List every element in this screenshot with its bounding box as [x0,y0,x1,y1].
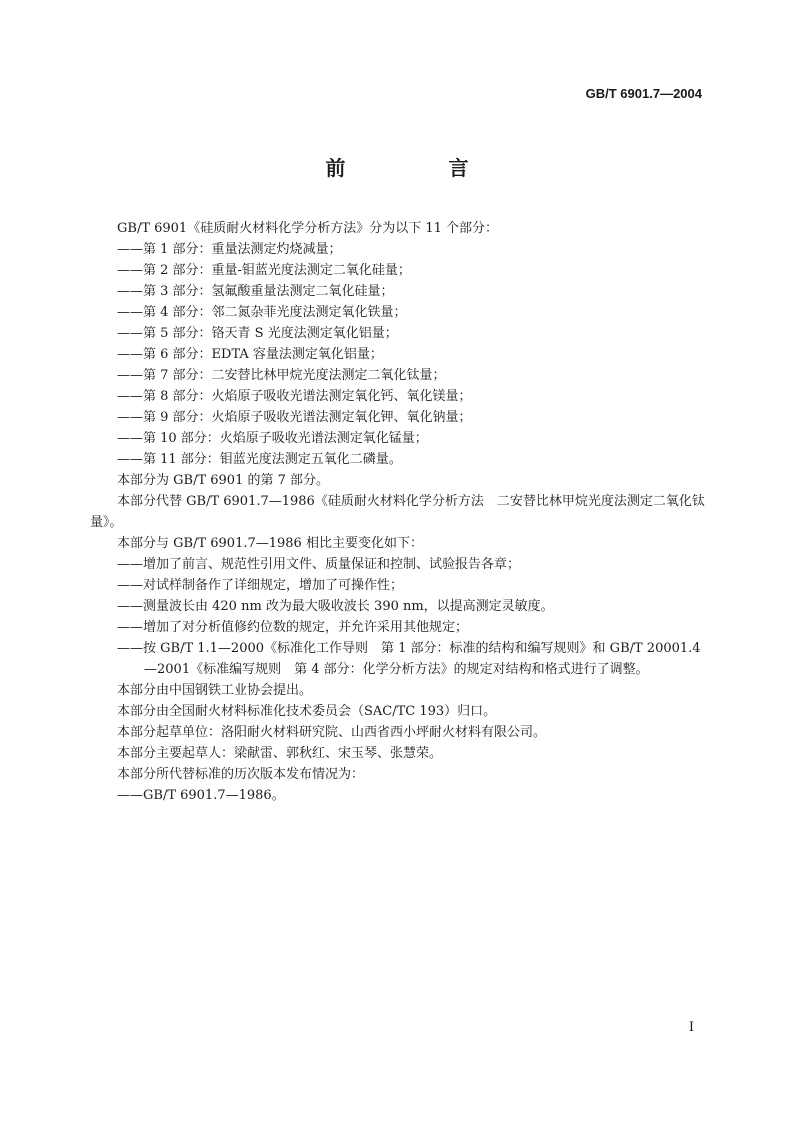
page-title: 前 言 [325,156,517,180]
list-item: ——第 4 部分：邻二氮杂菲光度法测定氧化铁量； [117,305,407,320]
list-item: ——第 11 部分：钼蓝光度法测定五氧化二磷量。 [117,452,402,467]
list-item: ——第 2 部分：重量-钼蓝光度法测定二氧化硅量； [117,263,411,278]
document-body [90,218,705,806]
drafters-paragraph: 本部分主要起草人：梁献雷、郭秋红、宋玉琴、张慧荣。 [117,746,443,761]
list-item: ——第 3 部分：氢氟酸重量法测定二氧化硅量； [117,284,394,299]
changes-intro-paragraph: 本部分与 GB/T 6901.7—1986 相比主要变化如下： [117,536,423,551]
list-item: ——GB/T 6901.7—1986。 [117,788,285,803]
list-item: ——第 7 部分：二安替比林甲烷光度法测定二氧化钛量； [117,368,446,383]
history-intro-paragraph: 本部分所代替标准的历次版本发布情况为： [117,767,365,782]
list-item: ——第 8 部分：火焰原子吸收光谱法测定氧化钙、氧化镁量； [117,389,472,404]
standard-code: GB/T 6901.7—2004 [585,86,702,101]
replacement-paragraph: 本部分代替 GB/T 6901.7—1986《硅质耐火材料化学分析方法 二安替比林甲烷光度法测定二氧化钛量》。 [90,494,705,530]
list-item: ——增加了前言、规范性引用文件、质量保证和控制、试验报告各章； [117,557,521,572]
list-item: ——测量波长由 420 nm 改为最大吸收波长 390 nm，以提高测定灵敏度。 [117,599,554,614]
part-number-paragraph: 本部分为 GB/T 6901 的第 7 部分。 [117,473,330,488]
list-item: ——增加了对分析值修约位数的规定，并允许采用其他规定； [117,620,469,635]
proposed-paragraph: 本部分由中国钢铁工业协会提出。 [117,683,313,698]
list-item: ——对试样制备作了详细规定，增加了可操作性； [117,578,404,593]
intro-paragraph: GB/T 6901《硅质耐火材料化学分析方法》分为以下 11 个部分： [117,221,499,236]
list-item: ——第 10 部分：火焰原子吸收光谱法测定氧化锰量； [117,431,428,446]
drafting-units-paragraph: 本部分起草单位：洛阳耐火材料研究院、山西省西小坪耐火材料有限公司。 [117,725,547,740]
list-item: ——按 GB/T 1.1—2000《标准化工作导则 第 1 部分：标准的结构和编写规则》和 GB/T 20001.4—2001《标准编写规则 第 4 部分：化学分析方法》的规定对结构和格式进行了调整。 [117,641,701,677]
list-item: ——第 6 部分：EDTA 容量法测定氧化铝量； [117,347,383,362]
changes-list [90,554,705,680]
parts-list [90,239,705,470]
history-list [90,785,705,806]
page-number: I [688,1020,694,1035]
list-item: ——第 9 部分：火焰原子吸收光谱法测定氧化钾、氧化钠量； [117,410,472,425]
managed-paragraph: 本部分由全国耐火材料标准化技术委员会（SAC/TC 193）归口。 [117,704,497,719]
list-item: ——第 5 部分：铬天青 S 光度法测定氧化铝量； [117,326,398,341]
list-item: ——第 1 部分：重量法测定灼烧减量； [117,242,342,257]
